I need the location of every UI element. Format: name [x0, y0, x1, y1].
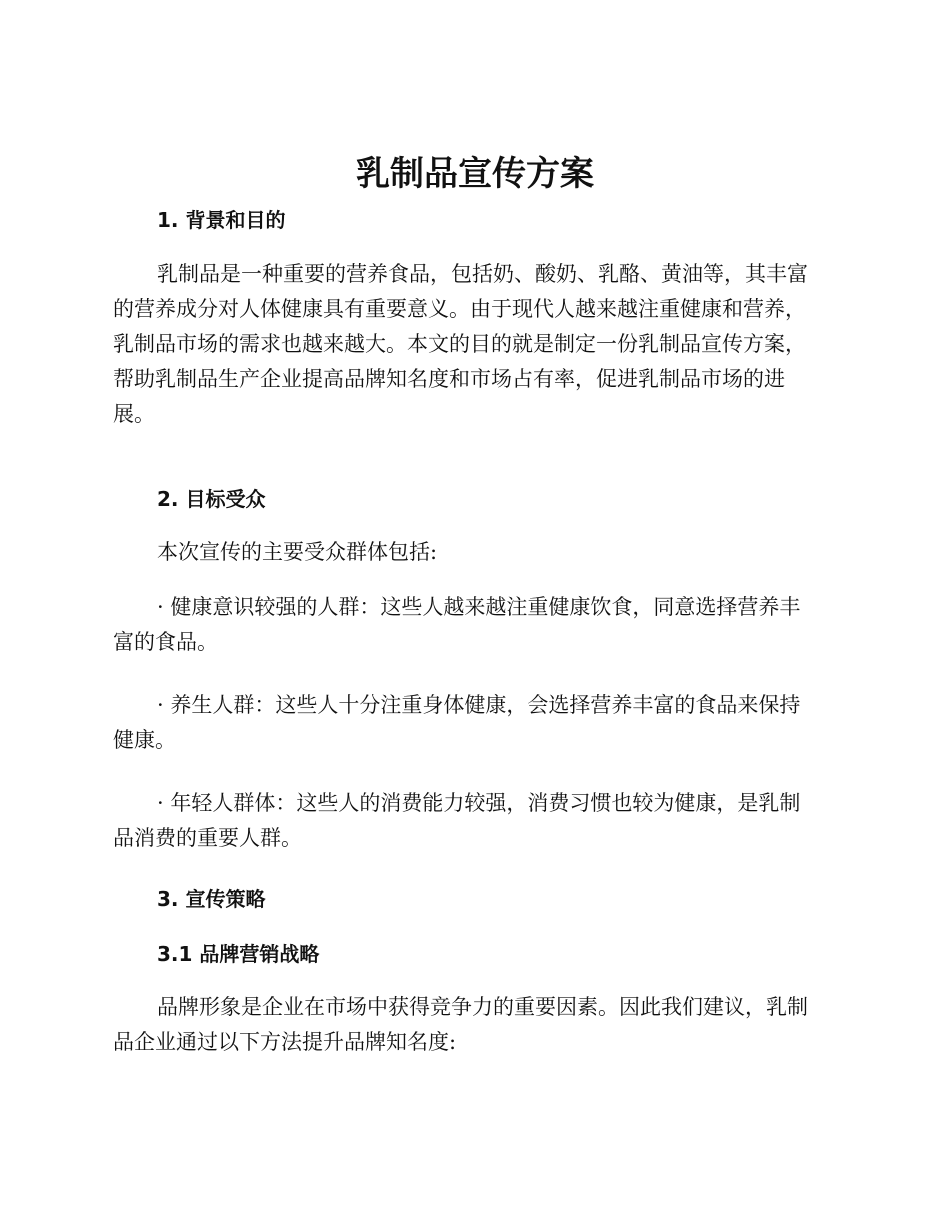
paragraph-audience-intro [113, 535, 837, 570]
section-heading-brand-marketing: 3.1 品牌营销战略 [157, 942, 320, 966]
paragraph-line: 展。 [113, 402, 155, 426]
section-heading-target-audience: 2. 目标受众 [157, 487, 266, 511]
bullet-line: 品消费的重要人群。 [113, 826, 302, 850]
paragraph-brand-marketing [113, 990, 837, 1060]
section-heading-strategy: 3. 宣传策略 [157, 887, 266, 911]
section-heading-background: 1. 背景和目的 [157, 208, 286, 232]
paragraph-line: 本次宣传的主要受众群体包括: [157, 540, 438, 564]
bullet-line: 健康。 [113, 728, 176, 752]
paragraph-line: 品企业通过以下方法提升品牌知名度: [113, 1030, 457, 1054]
paragraph-line: 乳制品是一种重要的营养食品，包括奶、酸奶、乳酪、黄油等，其丰富 [157, 262, 808, 286]
bullet-line: · 养生人群：这些人十分注重身体健康，会选择营养丰富的食品来保持 [157, 693, 801, 717]
paragraph-line: 帮助乳制品生产企业提高品牌知名度和市场占有率，促进乳制品市场的进 [113, 367, 785, 391]
paragraph-line: 的营养成分对人体健康具有重要意义。由于现代人越来越注重健康和营养， [113, 297, 806, 321]
document-title: 乳制品宣传方案 [356, 154, 594, 194]
paragraph-line: 品牌形象是企业在市场中获得竞争力的重要因素。因此我们建议，乳制 [157, 995, 808, 1019]
bullet-item-wellness [113, 688, 837, 758]
bullet-line: · 年轻人群体：这些人的消费能力较强，消费习惯也较为健康，是乳制 [157, 791, 801, 815]
bullet-item-young-people [113, 786, 837, 856]
bullet-line: 富的食品。 [113, 630, 218, 654]
paragraph-line: 乳制品市场的需求也越来越大。本文的目的就是制定一份乳制品宣传方案， [113, 332, 806, 356]
bullet-line: · 健康意识较强的人群：这些人越来越注重健康饮食，同意选择营养丰 [157, 595, 801, 619]
paragraph-background [113, 257, 837, 432]
bullet-item-health-conscious [113, 590, 837, 660]
